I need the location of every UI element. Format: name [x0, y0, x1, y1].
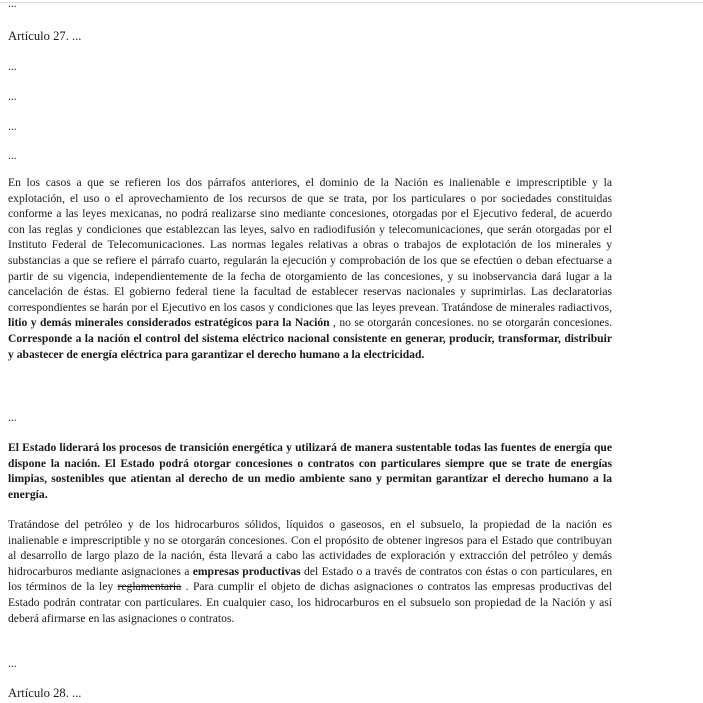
top-divider	[0, 2, 703, 3]
paragraph-energy-transition: El Estado liderará los procesos de transición energética y utilizará de manera sustentable todas las fuentes de energía que dispone la nación. El Estado podrá otorgar concesiones o contratos con particulares siempre que se trate de energías limpias, sostenibles que atientan al derecho de un medio ambiente sano y permitan garantizar el derecho humano a la energía.	[8, 441, 612, 501]
ellipsis-3: ...	[8, 120, 17, 133]
struck-word: reglamentaria	[117, 580, 182, 594]
electric-system-text: Corresponde a la nación el control del sistema eléctrico nacional consistente en generar, producir, transformar, distribuir y abastecer de energía eléctrica para garantizar el derecho humano a la electricidad.	[8, 331, 612, 361]
ellipsis-1: ...	[8, 60, 17, 73]
paragraph-hydrocarbons	[8, 517, 612, 626]
top-ellipsis: ...	[8, 0, 17, 10]
ellipsis-4: ...	[8, 149, 17, 162]
paragraph-hydrocarbons-end: . Para cumplir el objeto de dichas asignaciones o contratos las empresas productivas del Estado podrán contratar con particulares. En cualquier caso, los hidrocarburos en el subsuelo son propiedad de la Nación y así deberá afirmarse en las asignaciones o contratos.	[8, 580, 612, 625]
paragraph-concessions-middle: , no se otorgarán concesiones. no se otorgarán concesiones.	[329, 316, 612, 330]
paragraph-hydrocarbons-mid: del Estado o a través de contratos con éstas o con particulares, en los términos de la ley	[8, 564, 612, 594]
paragraph-concessions-intro: En los casos a que se refieren los dos párrafos anteriores, el dominio de la Nación es inalienable e imprescriptible y la explotación, el uso o el aprovechamiento de los recursos de que se trata, por los particulares o por sociedades constituidas conforme a las leyes mexicanas, no podrá realizarse sino mediante concesiones, otorgadas por el Ejecutivo federal, de acuerdo con las reglas y condiciones que establezcan las leyes, salvo en radiodifusión y telecomunicaciones, que serán otorgadas por el Instituto Federal de Telecomunicaciones. Las normas legales relativas a obras o trabajos de explotación de los minerales y substancias a que se refiere el párrafo cuarto, regularán la ejecución y comprobación de los que se efectúen o deban efectuarse a partir de su vigencia, independientemente de la fecha de otorgamiento de las concesiones, y su inobservancia dará lugar a la cancelación de éstas. El gobierno federal tiene la facultad de establecer reservas nacionales y suprimirlas. Las declaratorias correspondientes se harán por el Ejecutivo en los casos y condiciones que las leyes prevean. Tratándose de minerales radiactivos,	[8, 176, 612, 314]
productive-companies-text: empresas productivas	[192, 564, 301, 578]
ellipsis-mid: ...	[8, 411, 17, 424]
paragraph-concessions	[8, 175, 612, 362]
article-27-heading: Artículo 27. ...	[8, 29, 82, 43]
article-28-heading: Artículo 28. ...	[8, 686, 82, 700]
ellipsis-end: ...	[8, 657, 17, 670]
ellipsis-2: ...	[8, 90, 17, 103]
paragraph-hydrocarbons-intro: Tratándose del petróleo y de los hidrocarburos sólidos, líquidos o gaseosos, en el subsuelo, la propiedad de la nación es inalienable e imprescriptible y no se otorgarán concesiones. Con el propósito de obtener ingresos para el Estado que contribuyan al desarrollo de largo plazo de la nación, ésta llevará a cabo las actividades de exploración y extracción del petróleo y demás hidrocarburos mediante asignaciones a	[8, 518, 612, 578]
strategic-minerals-text: litio y demás minerales considerados estratégicos para la Nación	[8, 316, 330, 330]
